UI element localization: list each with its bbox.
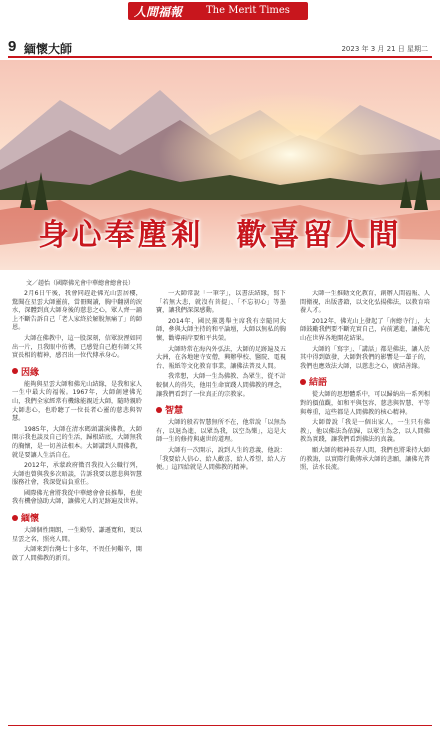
paragraph: 大師來到台灣七十多年，不畏任何艱辛，開啟了人間佛教的新頁。 [12,546,142,562]
page-number: 9 [8,38,17,55]
paragraph: 一大師常說「一筆字」，以書法結緣，寫下「若無大悲，就沒有菩提」、「不忘初心」等墨寶，讓我們深深感動。 [156,290,286,315]
footer-rule [8,725,432,726]
paragraph: 2012年，佛光山上發起了「南總寺行」，大師鼓勵我們要不斷充實自己，向前邁進，讓佛光山在世界各地開花結果。 [300,317,430,342]
article-byline: 文／趙怡（國際佛光會中華總會總會長） [26,280,135,287]
paragraph: 1985年，大師在清水碼頭講演佛教，大師開示我也談及自己的生活，歸根結底，大師無我的胸懷，是一切善法根本。大師講到人間佛教，就是要讓人生活自在。 [12,425,142,459]
bullet-icon [300,379,306,385]
subheading [12,511,142,524]
subheading-text: 因緣 [21,367,40,378]
newspaper-logo [128,2,308,20]
paragraph: 大師一生推動文化教育，創辦人間福報、人間衛視，出版書籍，以文化弘揚佛法，以教育培養人才。 [300,290,430,315]
paragraph: 大師有一次開示，說到人生的意義，他說：「我要給人信心、給人歡喜、給人希望、給人方便。」這四給就是人間佛教的精神。 [156,446,286,472]
paragraph: 從大師的思想體系中，可以歸納出一系列相對的價值觀，如和平與包容、慈悲與智慧、平等與尊重，這些都是人間佛教的核心精神。 [300,391,430,416]
article-column-3 [300,290,430,690]
article-body [12,290,428,690]
paragraph: 大師的「寫字」、「講話」都是佛法，讓人於其中得到啟發，大師對我們的影響是一輩子的，我們也應效法大師，以慈悲之心，廣結善緣。 [300,345,430,370]
article-column-1 [12,290,142,690]
subheading-text: 結語 [309,378,328,389]
issue-date: 2023 年 3 月 21 日 星期二 [341,45,428,53]
bullet-icon [156,407,162,413]
paragraph: 我常想，大師一生為佛教、為眾生，從不計較個人的得失，他用生命實踐人間佛教的理念，讓我們看到了一位真正的宗教家。 [156,373,286,398]
paragraph: 國際佛光會將我從中華總會會長推舉，也使我有機會協助大師，讓佛光人的足跡遍及世界。 [12,489,142,506]
subheading [300,375,430,388]
paragraph: 2014年，國民黨選舉主席我有幸隨同大師，參與大師主持的和平論壇，大師以無私的胸懷，勸導兩岸要和平共榮。 [156,317,286,342]
section-title: 緬懷大師 [24,42,73,56]
paragraph: 2012年，承蒙政府徵召我投入公職行列，大師也曾與我多次晤談，告訴我要以慈悲與智慧服務社會，我深覺肩負重任。 [12,462,142,487]
paragraph: 大師在佛教中，這一股深刻，信眾淚溼如同出一片，且我眼中彷彿，已感覺自己抱有師父其實長相的精神，感召出一位代傳承身心。 [12,334,142,360]
paragraph: 能夠與星雲大師和佛光山結緣，是我和家人一生中最大的福報。1967年，大師創建佛光山，我們全家經常有機緣能親近大師，隨時親聆大師悲心，也聆聽了一位長者心靈的慈悲與智慧。 [12,380,142,423]
paragraph: 2月6日午後，我會同趕赴佛光山雲居樓，驚聞在星雲大師靈前，當冊閱讀，胸中翻湧的淚水，深體到真大師身後的慈悲之心，眾人齊一誦上不斷告訴自己「老人家終於解脫無痛了」的師恩。 [12,290,142,332]
bullet-icon [12,515,18,521]
subheading-text: 智慧 [165,406,184,417]
paragraph: 願大師的精神長存人間，我們也將秉持大師的教誨，以實際行動傳承大師的悲願，讓佛光普照，法水長流。 [300,446,430,472]
paragraph: 大師時常在海內外弘法，大師的足跡遍及五大洲，在各地建寺安僧，興辦學校、醫院、電視台、報紙等文化教育事業，讓佛法普及人間。 [156,345,286,370]
masthead [0,0,440,22]
paragraph: 大師曾說「我是一個出家人，一生只有佛教」，他以佛法為依歸，以眾生為念，以人間佛教為實踐，讓我們看到佛法的真義。 [300,419,430,444]
logo-title-cn: 人間福報 [134,5,183,19]
bullet-icon [12,368,18,374]
header-rule [8,56,432,58]
article-title: 身心奉塵剎 歡喜留人間 [38,218,402,253]
article-column-2 [156,290,286,690]
logo-title-en: The Merit Times [206,5,290,16]
paragraph: 大師的般若智慧無所不在，他常說「以無為有，以退為進，以眾為我，以空為樂」，這是大師一生的修持與處世的道理。 [156,419,286,444]
subheading [12,365,142,378]
subheading-text: 緬懷 [21,514,40,525]
paragraph: 大師個性開朗，一生勤勞、謙遜寬和，更以星雲之名，照亮人間。 [12,527,142,543]
subheading [156,403,286,416]
